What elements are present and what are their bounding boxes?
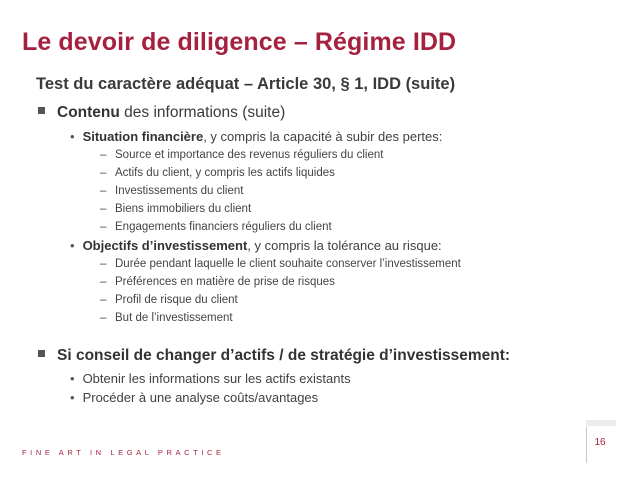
round-bullet-icon: •	[70, 371, 75, 386]
advice-bold: Si conseil de changer d’actifs / de stratégie d’investissement:	[57, 347, 511, 364]
financial-item: – Actifs du client, y compris les actifs liquides	[100, 167, 335, 179]
financial-item: – Investissements du client	[100, 185, 244, 197]
dash-icon: –	[100, 276, 107, 288]
dash-icon: –	[100, 312, 107, 324]
content-bold: Contenu	[57, 104, 120, 121]
advice-item: • Obtenir les informations sur les actifs existants	[70, 371, 351, 386]
objectives-item: – Durée pendant laquelle le client souhaite conserver l’investissement	[100, 258, 461, 270]
dash-icon: –	[100, 185, 107, 197]
round-bullet-icon: •	[70, 238, 75, 253]
financial-bold: Situation financière	[82, 129, 204, 144]
advice-item: • Procéder à une analyse coûts/avantages	[70, 390, 319, 405]
slide-title: Le devoir de diligence – Régime IDD	[22, 28, 457, 56]
content-rest: des informations (suite)	[119, 104, 286, 121]
dash-icon: –	[100, 294, 107, 306]
objectives-bold: Objectifs d’investissement	[82, 238, 248, 253]
objectives-item: – Préférences en matière de prise de risques	[100, 276, 335, 288]
round-bullet-icon: •	[70, 129, 75, 144]
objectives-item: – Profil de risque du client	[100, 294, 238, 306]
bullet-financial	[70, 129, 442, 144]
financial-item: – Source et importance des revenus réguliers du client	[100, 149, 384, 161]
bullet-objectives	[70, 238, 442, 253]
page-number-tab	[586, 420, 616, 426]
financial-item: – Biens immobiliers du client	[100, 203, 252, 215]
dash-icon: –	[100, 149, 107, 161]
section-subtitle: Test du caractère adéquat – Article 30, § 1, IDD (suite)	[36, 75, 456, 93]
dash-icon: –	[100, 203, 107, 215]
bullet-content	[38, 104, 285, 122]
square-bullet-icon	[38, 107, 45, 114]
financial-rest: , y compris la capacité à subir des pertes:	[203, 129, 443, 144]
objectives-item: – But de l’investissement	[100, 312, 233, 324]
page-number: 16	[594, 437, 606, 448]
dash-icon: –	[100, 221, 107, 233]
footer-brand: FINE ART IN LEGAL PRACTICE	[22, 448, 225, 457]
square-bullet-icon	[38, 350, 45, 357]
dash-icon: –	[100, 167, 107, 179]
round-bullet-icon: •	[70, 390, 75, 405]
bullet-advice	[38, 347, 510, 365]
dash-icon: –	[100, 258, 107, 270]
financial-item: – Engagements financiers réguliers du client	[100, 221, 332, 233]
objectives-rest: , y compris la tolérance au risque:	[247, 238, 442, 253]
